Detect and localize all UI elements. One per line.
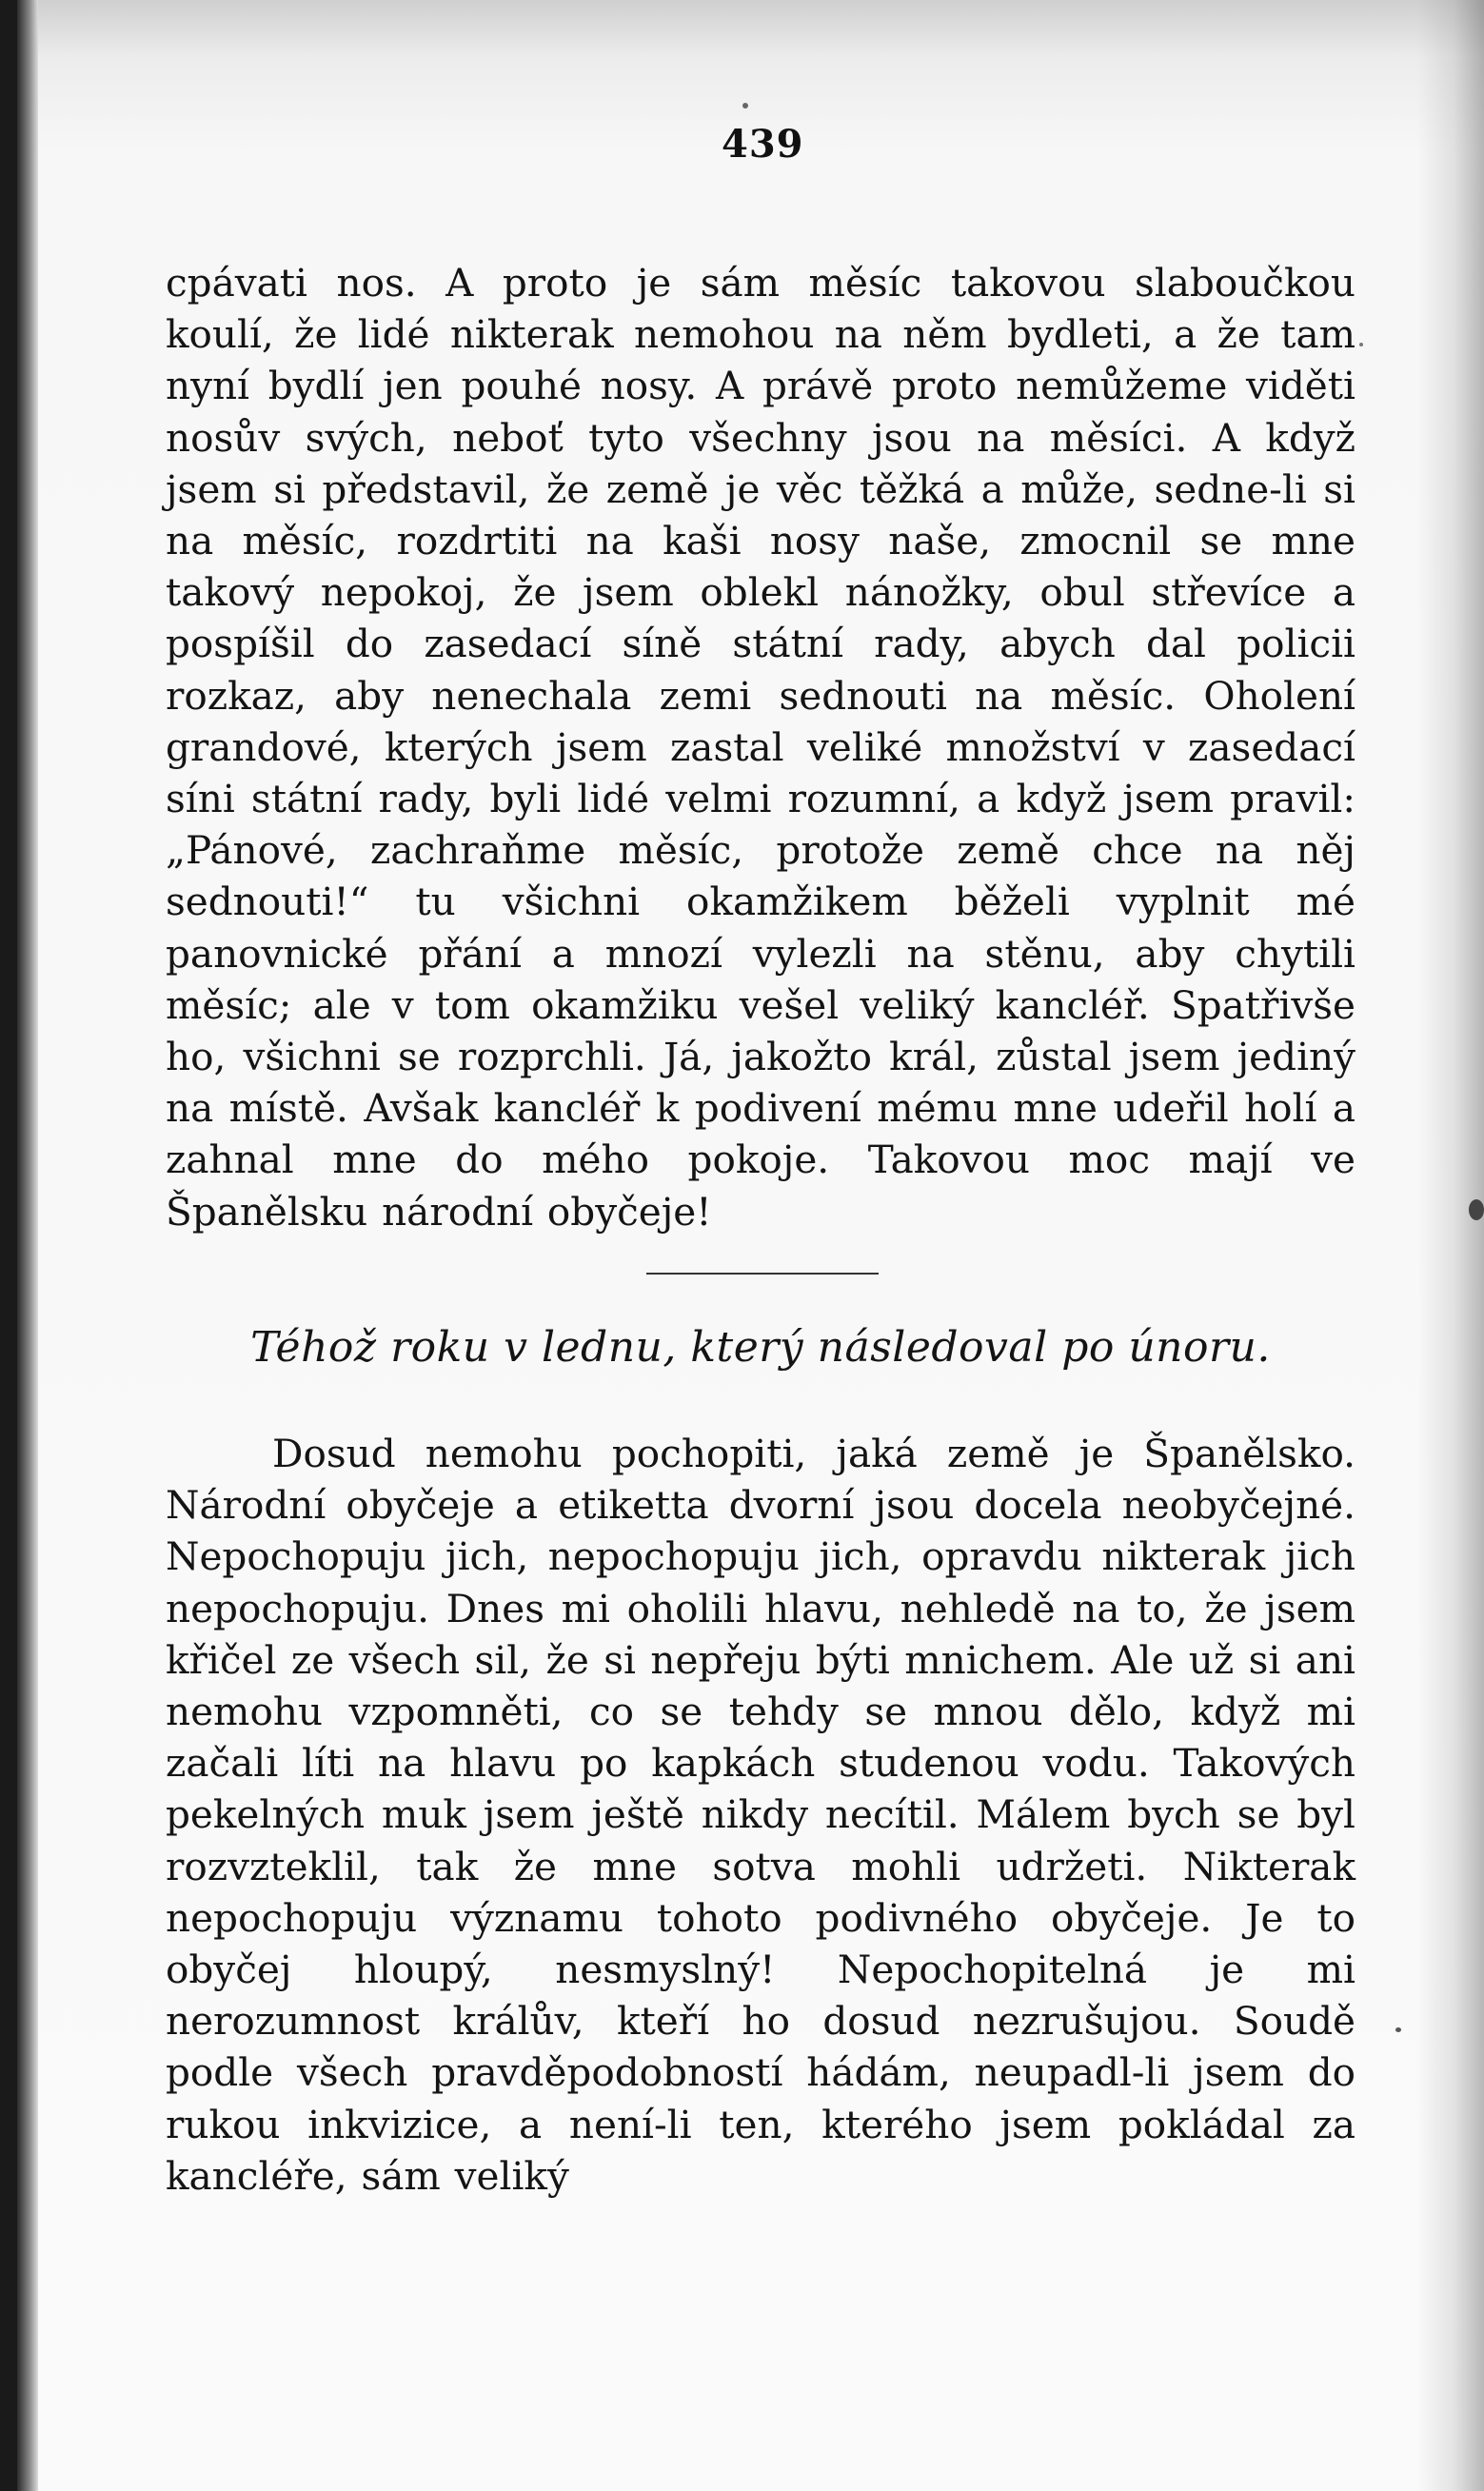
paragraph-continued — [166, 257, 1355, 1237]
book-page — [17, 0, 1484, 2491]
print-speck — [1359, 343, 1363, 346]
page-gutter-shadow — [17, 0, 38, 2491]
paragraph-text: Dosud nemohu pochopiti, jaká země je Španělsko. Národní obyčeje a etiketta dvorní jsou docela neobyčejné. Nepochopuju jich, nepochopuju jich, opravdu nikterak jich nepochopuju. Dnes mi oholili hlavu, nehledě na to, že jsem křičel ze všech sil, že si nepřeju býti mnichem. Ale už si ani nemohu vzpomněti, co se tehdy se mnou dělo, když mi začali líti na hlavu po kapkách studenou vodu. Takových pekelných muk jsem ještě nikdy necítil. Málem bych se byl rozvzteklil, tak že mne sotva mohli udržeti. Nikterak nepochopuju významu tohoto podivného obyčeje. Je to obyčej hloupý, nesmyslný! Nepochopitelná je mi nerozumnost králův, kteří ho dosud nezrušujou. Soudě podle všech pravděpodobností hádám, neupadl-li jsem do rukou inkvizice, a není-li ten, kterého jsem pokládal za kancléře, sám veliký — [166, 1431, 1355, 2199]
print-speck — [742, 103, 748, 109]
diary-entry-paragraph — [166, 1428, 1355, 2202]
section-divider — [646, 1273, 879, 1275]
page-edge-shadow — [1417, 0, 1484, 2491]
print-speck — [1469, 1199, 1484, 1220]
page-number: 439 — [722, 122, 804, 167]
diary-entry-heading: Téhož roku v lednu, který následoval po únoru. — [250, 1323, 1271, 1372]
paragraph-text: cpávati nos. A proto je sám měsíc takovou slaboučkou koulí, že lidé nikterak nemohou na něm bydleti, a že tam nyní bydlí jen pouhé nosy. A právě proto nemůžeme viděti nosův svých, neboť tyto všechny jsou na měsíci. A když jsem si představil, že země je věc těžká a může, sedne-li si na měsíc, rozdrtiti na kaši nosy naše, zmocnil se mne takový nepokoj, že jsem oblekl nánožky, obul střevíce a pospíšil do zasedací síně státní rady, abych dal policii rozkaz, aby nenechala zemi sednouti na měsíc. Oholení grandové, kterých jsem zastal veliké množství v zasedací síni státní rady, byli lidé velmi rozumní, a když jsem pravil: „Pánové, zachraňme měsíc, protože země chce na něj sednouti!“ tu všichni okamžikem běželi vyplnit mé panovnické přání a mnozí vylezli na stěnu, aby chytili měsíc; ale v tom okamžiku vešel veliký kancléř. Spatřivše ho, všichni se rozprchli. Já, jakožto král, zůstal jsem jediný na místě. Avšak kancléř k podivení mému mne udeřil holí a zahnal mne do mého pokoje. Takovou moc mají ve Španělsku národní obyčeje! — [166, 260, 1355, 1235]
print-speck — [1395, 2027, 1401, 2032]
